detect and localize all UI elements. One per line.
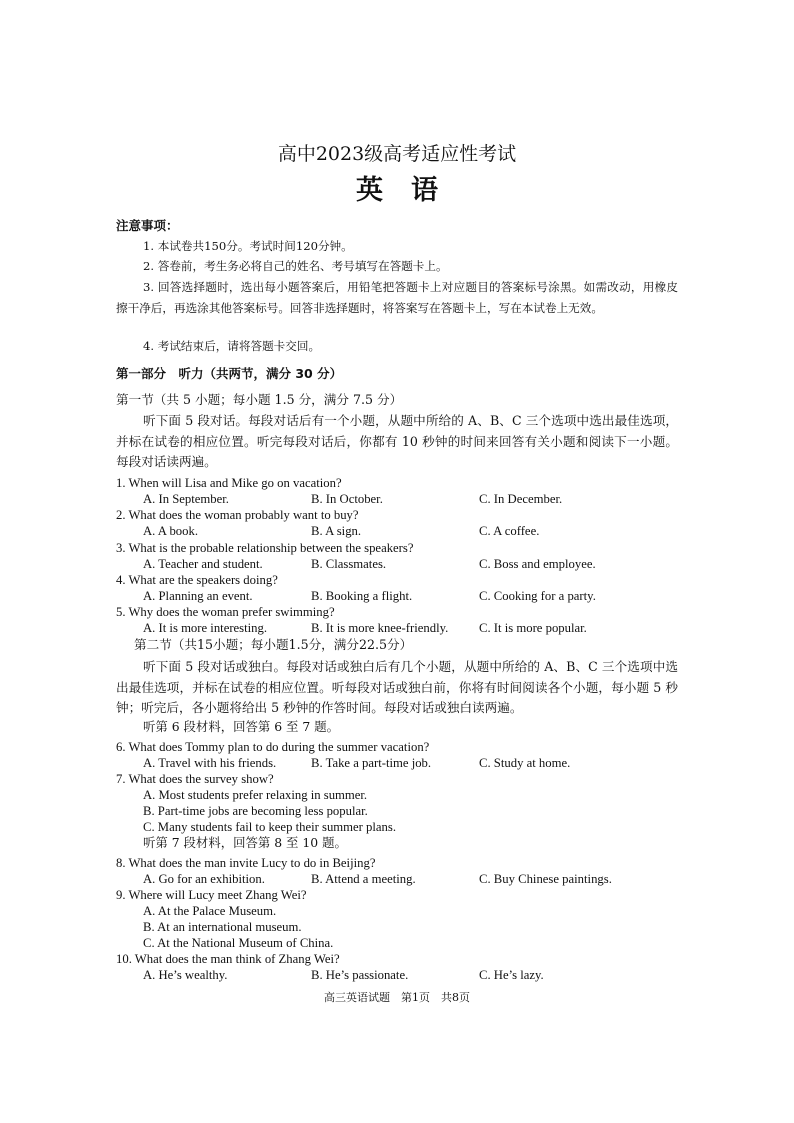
section1-title: 第一节（共 5 小题；每小题 1.5 分，满分 7.5 分） [116, 392, 403, 407]
question-6-option-b: B. Take a part-time job. [311, 756, 432, 770]
note-item-3: 3. 回答选择题时，选出每小题答案后，用铅笔把答题卡上对应题目的答案标号涂黑。如需改动，用橡皮擦干净后，再选涂其他答案标号。回答非选择题时，将答案写在答题卡上，写在本试卷上无效。 [116, 280, 678, 315]
question-5-option-a: A. It is more interesting. [143, 621, 268, 635]
section2-title: 第二节（共15小题；每小题1.5分，满分22.5分） [134, 637, 413, 652]
question-10-option-c: C. He’s lazy. [479, 968, 544, 982]
question-8-option-c: C. Buy Chinese paintings. [479, 872, 612, 886]
note-item-4: 4. 考试结束后，请将答题卡交回。 [143, 339, 321, 353]
question-9-option-a: A. At the Palace Museum. [143, 904, 277, 918]
question-7-option-b: B. Part-time jobs are becoming less popular. [143, 804, 368, 818]
question-7-option-c: C. Many students fail to keep their summer plans. [143, 820, 397, 834]
section1-instructions: 听下面 5 段对话。每段对话后有一个小题，从题中所给的 A、B、C 三个选项中选出最佳选项，并标在试卷的相应位置。听完每段对话后，你都有 10 秒钟的时间来回答有关小题和阅读下一小题。每段对话读两遍。 [116, 413, 678, 469]
note-item-2: 2. 答卷前，考生务必将自己的姓名、考号填写在答题卡上。 [143, 259, 448, 273]
question-3-option-b: B. Classmates. [311, 557, 387, 571]
question-7: 7. What does the survey show? [116, 772, 274, 786]
question-9: 9. Where will Lucy meet Zhang Wei? [116, 888, 307, 902]
question-5: 5. Why does the woman prefer swimming? [116, 605, 335, 619]
question-3-option-c: C. Boss and employee. [479, 557, 596, 571]
question-1-option-b: B. In October. [311, 492, 383, 506]
question-4-option-a: A. Planning an event. [143, 589, 253, 603]
question-1-option-c: C. In December. [479, 492, 563, 506]
question-1-option-a: A. In September. [143, 492, 229, 506]
question-2-option-a: A. A book. [143, 524, 198, 538]
question-6: 6. What does Tommy plan to do during the summer vacation? [116, 740, 430, 754]
material-7-note: 听第 7 段材料，回答第 8 至 10 题。 [143, 835, 347, 850]
question-8: 8. What does the man invite Lucy to do in Beijing? [116, 856, 376, 870]
question-2: 2. What does the woman probably want to buy? [116, 508, 359, 522]
question-5-option-c: C. It is more popular. [479, 621, 587, 635]
question-4: 4. What are the speakers doing? [116, 573, 278, 587]
question-7-option-a: A. Most students prefer relaxing in summer. [143, 788, 368, 802]
question-8-option-a: A. Go for an exhibition. [143, 872, 265, 886]
exam-title: 高中2023级高考适应性考试 [277, 143, 517, 165]
question-10-option-a: A. He’s wealthy. [143, 968, 228, 982]
question-2-option-c: C. A coffee. [479, 524, 540, 538]
question-9-option-b: B. At an international museum. [143, 920, 302, 934]
question-10: 10. What does the man think of Zhang Wei? [116, 952, 340, 966]
question-10-option-b: B. He’s passionate. [311, 968, 409, 982]
question-6-option-a: A. Travel with his friends. [143, 756, 277, 770]
note-item-1: 1. 本试卷共150分。考试时间120分钟。 [143, 239, 353, 253]
question-1: 1. When will Lisa and Mike go on vacation? [116, 476, 342, 490]
part1-heading: 第一部分 听力（共两节，满分 30 分） [116, 366, 343, 381]
question-5-option-b: B. It is more knee-friendly. [311, 621, 449, 635]
question-4-option-c: C. Cooking for a party. [479, 589, 596, 603]
material-6-note: 听第 6 段材料，回答第 6 至 7 题。 [143, 719, 339, 734]
page-footer: 高三英语试题 第1页 共8页 [324, 991, 470, 1004]
question-3-option-a: A. Teacher and student. [143, 557, 263, 571]
question-2-option-b: B. A sign. [311, 524, 362, 538]
question-3: 3. What is the probable relationship between the speakers? [116, 541, 414, 555]
question-4-option-b: B. Booking a flight. [311, 589, 413, 603]
question-8-option-b: B. Attend a meeting. [311, 872, 416, 886]
question-9-option-c: C. At the National Museum of China. [143, 936, 334, 950]
section2-instructions: 听下面 5 段对话或独白。每段对话或独白后有几个小题，从题中所给的 A、B、C 三个选项中选出最佳选项，并标在试卷的相应位置。听每段对话或独白前，你将有时间阅读各个小题，每小题 5 秒钟；听完后，各小题将给出 5 秒钟的作答时间。每段对话或独白读两遍。 [116, 659, 678, 715]
notes-heading: 注意事项： [116, 218, 179, 233]
question-6-option-c: C. Study at home. [479, 756, 571, 770]
subject-title: 英语 [356, 175, 466, 206]
